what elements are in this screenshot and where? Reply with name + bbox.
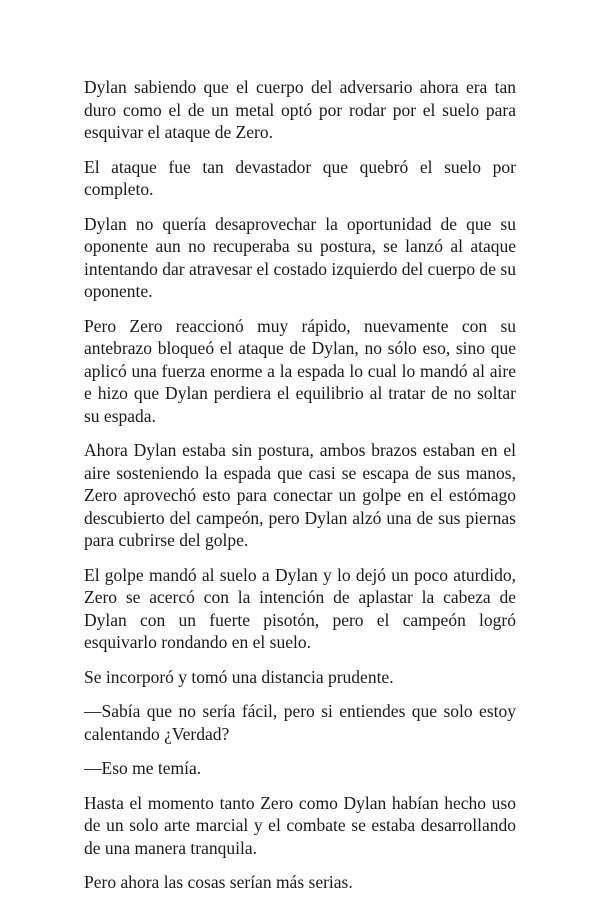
paragraph: Ahora Dylan estaba sin postura, ambos brazos estaban en el aire sosteniendo la espada que casi se escapa de sus manos, Zero aprovechó esto para conectar un golpe en el estómago descubierto del campeón, pero Dylan alzó una de sus piernas para cubrirse del golpe. <box>84 440 516 550</box>
paragraph: Dylan no quería desaprovechar la oportunidad de que su oponente aun no recuperaba su postura, se lanzó al ataque intentando dar atravesar el costado izquierdo del cuerpo de su oponente. <box>84 213 516 301</box>
paragraph: El ataque fue tan devastador que quebró el suelo por completo. <box>84 156 516 199</box>
dialogue-paragraph: —Sabía que no sería fácil, pero si entiendes que solo estoy calentando ¿Verdad? <box>84 701 516 744</box>
paragraph: El golpe mandó al suelo a Dylan y lo dejó un poco aturdido, Zero se acercó con la intención de aplastar la cabeza de Dylan con un fuerte pisotón, pero el campeón logró esquivarlo rondando en el suelo. <box>84 564 516 652</box>
paragraph: Pero Zero reaccionó muy rápido, nuevamente con su antebrazo bloqueó el ataque de Dylan, no sólo eso, sino que aplicó una fuerza enorme a la espada lo cual lo mandó al aire e hizo que Dylan perdiera el equilibrio al tratar de no soltar su espada. <box>84 315 516 426</box>
paragraph: Pero ahora las cosas serían más serias. <box>84 872 353 892</box>
paragraph: Dylan sabiendo que el cuerpo del adversario ahora era tan duro como el de un metal optó por rodar por el suelo para esquivar el ataque de Zero. <box>84 77 516 142</box>
paragraph: Hasta el momento tanto Zero como Dylan habían hecho uso de un solo arte marcial y el combate se estaba desarrollando de una manera tranquila. <box>84 792 516 858</box>
paragraph: Se incorporó y tomó una distancia prudente. <box>84 666 394 687</box>
dialogue-paragraph: —Eso me temía. <box>84 758 202 778</box>
